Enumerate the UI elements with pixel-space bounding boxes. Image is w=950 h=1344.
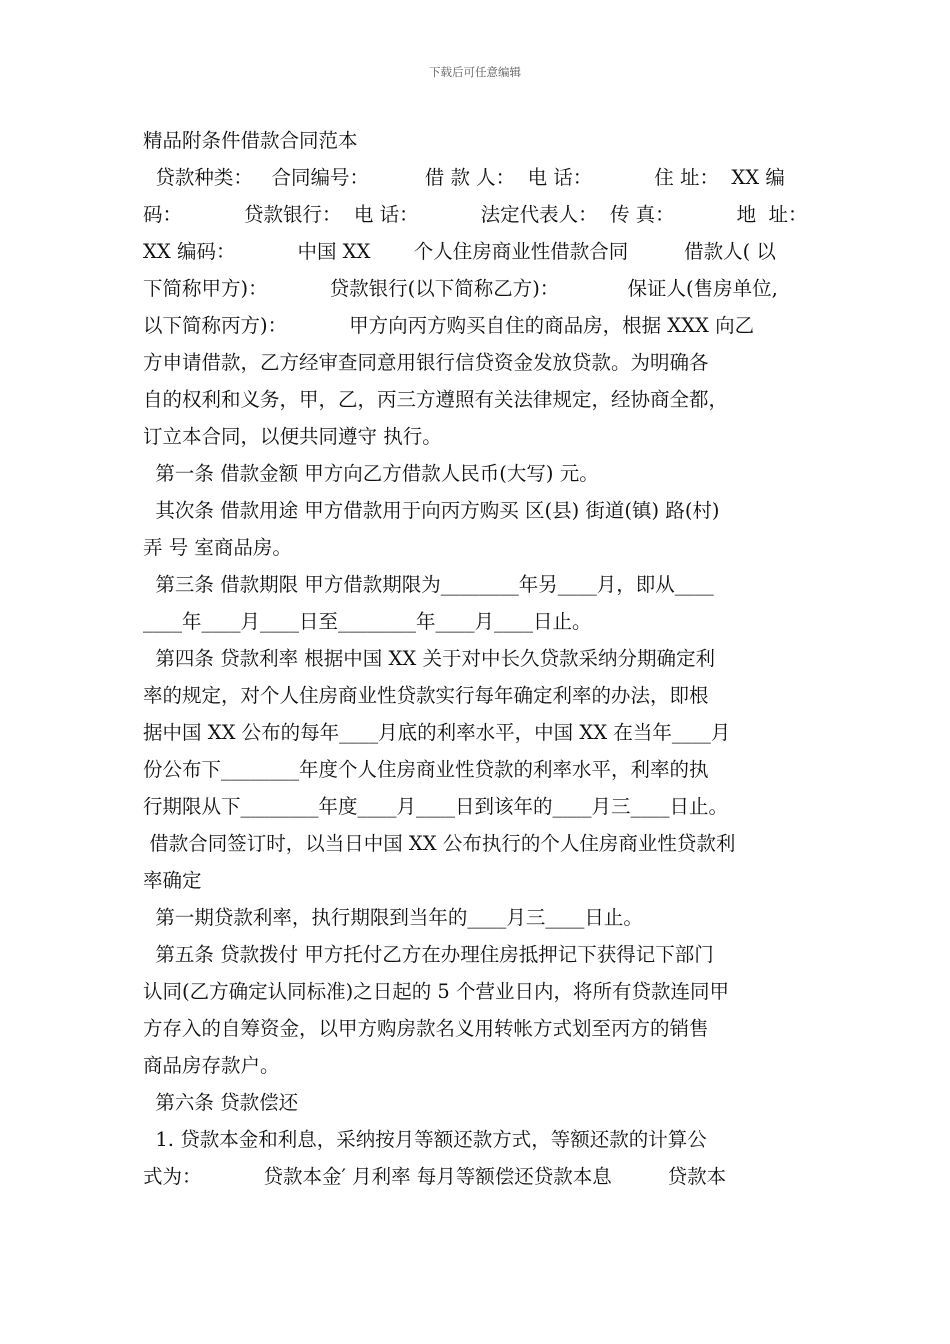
text-line: 方申请借款，乙方经审查同意用银行信贷资金发放贷款。为明确各 [143, 351, 709, 374]
clause-1: 第一条 借款金额 甲方向乙方借款人民币(大写) 元。 [143, 462, 599, 485]
text-line: 认同(乙方确定认同标准)之日起的 5 个营业日内，将所有贷款连同甲 [143, 980, 730, 1003]
text-line: ____年____月____日至________年____月____日止。 [143, 610, 592, 633]
text-line: 据中国 XX 公布的每年____月底的利率水平，中国 XX 在当年____月 [143, 721, 731, 744]
text-line: 份公布下________年度个人住房商业性贷款的利率水平，利率的执 [143, 758, 709, 781]
text-line: 下简称甲方)： 贷款银行(以下简称乙方)： 保证人(售房单位, [143, 277, 778, 300]
text-line: 率确定 [143, 869, 202, 892]
text-line: 第一期贷款利率，执行期限到当年的____月三____日止。 [143, 906, 643, 929]
clause-6: 第六条 贷款偿还 [143, 1091, 299, 1114]
text-line: 码： 贷款银行： 电 话： 法定代表人： 传 真： 地 址： [143, 203, 808, 226]
clause-4: 第四条 贷款利率 根据中国 XX 关于对中长久贷款采纳分期确定利 [143, 647, 715, 670]
text-line: 方存入的自筹资金，以甲方购房款名义用转帐方式划至丙方的销售 [143, 1017, 709, 1040]
text-line: 行期限从下________年度____月____日到该年的____月三____日止。 [143, 795, 729, 818]
text-line: 式为： 贷款本金′ 月利率 每月等额偿还贷款本息 贷款本 [143, 1165, 727, 1188]
text-line: XX 编码： 中国 XX 个人住房商业性借款合同 借款人( 以 [143, 240, 776, 263]
text-line: 以下简称丙方)： 甲方向丙方购买自住的商品房，根据 XXX 向乙 [143, 314, 755, 337]
document-title: 精品附条件借款合同范本 [143, 129, 358, 152]
text-line: 自的权利和义务，甲，乙，丙三方遵照有关法律规定，经协商全都， [143, 388, 729, 411]
text-line: 贷款种类： 合同编号： 借 款 人： 电 话： 住 址： XX 编 [143, 166, 785, 189]
text-line: 1. 贷款本金和利息，采纳按月等额还款方式，等额还款的计算公 [143, 1128, 707, 1151]
text-line: 商品房存款户。 [143, 1054, 280, 1077]
document-body [143, 122, 819, 1195]
clause-3: 第三条 借款期限 甲方借款期限为________年另____月，即从____ [143, 573, 714, 596]
page-header-note: 下载后可任意编辑 [429, 65, 521, 79]
text-line: 借款合同签订时，以当日中国 XX 公布执行的个人住房商业性贷款利 [143, 832, 736, 855]
text-line: 率的规定，对个人住房商业性贷款实行每年确定利率的办法，即根 [143, 684, 709, 707]
clause-5: 第五条 贷款拨付 甲方托付乙方在办理住房抵押记下获得记下部门 [143, 943, 714, 966]
contract-text [143, 159, 819, 1195]
text-line: 弄 号 室商品房。 [143, 536, 292, 559]
clause-2: 其次条 借款用途 甲方借款用于向丙方购买 区(县) 街道(镇) 路(村) [143, 499, 720, 522]
text-line: 订立本合同，以便共同遵守 执行。 [143, 425, 442, 448]
